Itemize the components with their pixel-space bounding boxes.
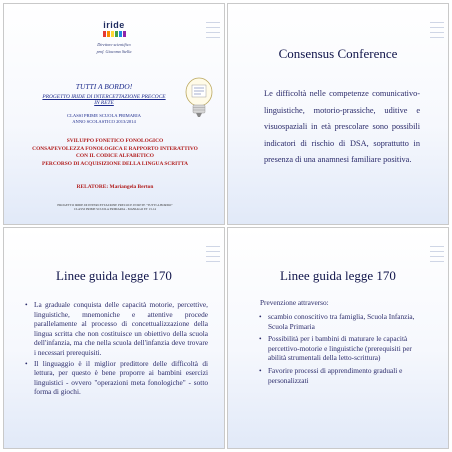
logo-caption-director: Direttore scientifico — [97, 42, 131, 47]
slide1-class-info — [34, 113, 174, 124]
slide2-body: Le difficoltà nelle competenze comunicativo-linguistiche, motorio-prassiche, uditive e visuospaziali in età prescolare sono possibili indicatori di rischio di DSA, soprattutto in presenza di una anamnesi familiare positiva. — [264, 89, 420, 164]
slide2-title: Consensus Conference — [278, 46, 398, 61]
slide4-title: Linee guida legge 170 — [280, 268, 396, 283]
slide1-footer — [34, 203, 196, 211]
logo-bar — [111, 31, 114, 37]
slide4-bullet-list — [258, 312, 424, 388]
slide1-project — [28, 94, 180, 107]
slide1-title: TUTTI A BORDO! — [75, 82, 133, 91]
slide1-topic-3: CON IL CODICE ALFABETICO — [76, 153, 154, 160]
slide-1-title — [3, 3, 225, 225]
slide-4-linee-guida — [227, 227, 449, 449]
slide1-project-line1: PROGETTO IRIDE DI INTERCETTAZIONE PRECOCE — [42, 94, 166, 100]
logo-bar — [115, 31, 118, 37]
slide1-class: CLASSI PRIME SCUOLA PRIMARIA — [67, 113, 141, 118]
list-item: • Possibilità per i bambini di maturare le capacità percettivo-motorie e linguistiche (prerequisiti per abilità strumentali della letto-scrittura) — [258, 334, 424, 363]
slide1-footer-line2: CLASSI PRIME SCUOLA PRIMARIA - MANIAGO ET 13-14 — [73, 207, 157, 212]
slide1-project-line2: IN RETE — [94, 100, 114, 107]
slide1-topic-2: CONSAPEVOLEZZA FONOLOGICA E RAPPORTO INTERATTIVO — [32, 145, 198, 152]
logo-text: iride — [103, 20, 125, 30]
logo-bar — [103, 31, 106, 37]
iride-logo — [84, 20, 144, 54]
slide1-topics — [20, 138, 210, 168]
logo-rainbow-bars — [99, 31, 129, 37]
slide1-footer-line1: PROGETTO IRIDE DI INTERCETTAZIONE PRECOCE IN RETE "TUTTI A BORDO" — [57, 203, 173, 207]
slide-lines-decoration — [430, 246, 444, 266]
logo-bar — [123, 31, 126, 37]
slide1-speaker: RELATORE: Mariangela Berton — [76, 184, 154, 190]
slide-lines-decoration — [430, 22, 444, 42]
slide1-topic-4: PERCORSO DI ACQUISIZIONE DELLA LINGUA SCRITTA — [42, 160, 188, 167]
slide4-intro: Prevenzione attraverso: — [260, 298, 329, 307]
slide1-year: ANNO SCOLASTICO 2013/2014 — [72, 118, 136, 124]
slide-3-linee-guida — [3, 227, 225, 449]
lightbulb-icon — [184, 76, 214, 120]
list-item: • scambio conoscitivo tra famiglia, Scuola Infanzia, Scuola Primaria — [258, 312, 424, 331]
slide3-title: Linee guida legge 170 — [56, 268, 172, 283]
logo-caption-name: prof. Giacomo Stella — [96, 49, 132, 54]
list-item: • Il linguaggio è il miglior predittore delle difficoltà di lettura, per questo è bene proporre ai bambini esercizi linguistici - ovvero "operazioni meta fonologiche" - sotto forma di giochi. — [24, 359, 208, 397]
logo-bar — [107, 31, 110, 37]
slide1-topic-1: SVILUPPO FONETICO FONOLOGICO — [66, 138, 164, 144]
slide3-bullet-list — [24, 300, 208, 398]
list-item: • Favorire processi di apprendimento graduali e personalizzati — [258, 366, 424, 385]
slide-lines-decoration — [206, 22, 220, 42]
list-item: • La graduale conquista delle capacità motorie, percettive, linguistiche, mnemoniche e attentive procede parallelamente al processo di concettualizzazione della lingua scritta che non costituisce un obiettivo della scuola dell'infanzia, ma che nella scuola dell'infanzia deve trovare i necessari prerequisiti. — [24, 300, 208, 358]
slide-lines-decoration — [206, 246, 220, 266]
logo-bar — [119, 31, 122, 37]
slide-2-consensus — [227, 3, 449, 225]
